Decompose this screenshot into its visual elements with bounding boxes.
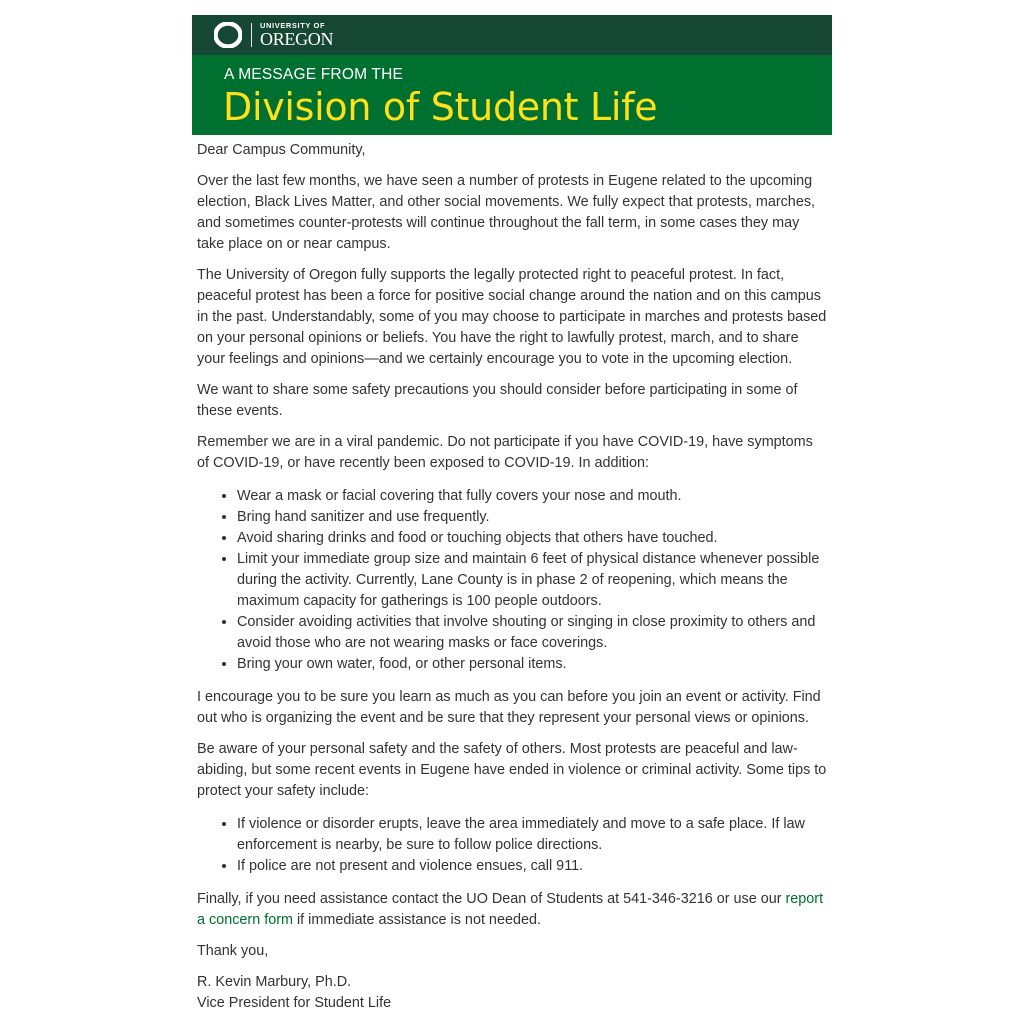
covid-precautions-list [197, 486, 827, 675]
paragraph-assistance [197, 889, 827, 931]
report-concern-link[interactable]: report a concern form [197, 891, 824, 928]
wordmark-big: OREGON [260, 29, 334, 50]
list-item: • Bring hand sanitizer and use frequently. [237, 507, 827, 528]
safety-tips-list [197, 814, 827, 877]
list-item: • Bring your own water, food, or other personal items. [237, 654, 827, 675]
signer-name: R. Kevin Marbury, Ph.D. [197, 974, 352, 990]
list-item: • If police are not present and violence ensues, call 911. [237, 856, 827, 877]
assistance-text-before: Finally, if you need assistance contact the UO Dean of Students at 541-346-3216 or use our [197, 891, 786, 907]
assistance-text-after: if immediate assistance is not needed. [292, 912, 541, 928]
list-item: • If violence or disorder erupts, leave the area immediately and move to a safe place. If law enforcement is nearby, be sure to follow police directions. [237, 814, 827, 856]
division-banner [192, 55, 832, 135]
paragraph-learn: I encourage you to be sure you learn as much as you can before you join an event or activity. Find out who is organizing the event and be sure that they represent your personal views or opinions. [197, 689, 821, 726]
wordmark-small: UNIVERSITY OF [260, 20, 326, 30]
paragraph-protests: Over the last few months, we have seen a number of protests in Eugene related to the upcoming election, Black Lives Matter, and other social movements. We fully expect that protests, marches, and sometimes counter-protests will continue throughout the fall term, in some cases they may take place on or near campus. [197, 173, 816, 252]
list-item: • Wear a mask or facial covering that fully covers your nose and mouth. [237, 486, 827, 507]
email-message [192, 15, 832, 1014]
closing: Thank you, [197, 943, 269, 959]
banner-subtitle: A MESSAGE FROM THE [224, 66, 404, 83]
paragraph-rights: The University of Oregon fully supports the legally protected right to peaceful protest. In fact, peaceful protest has been a force for positive social change around the nation and on this campus in the past. Understandably, some of you may choose to participate in marches and protests based on your personal opinions or beliefs. You have the right to lawfully protest, march, and to share your feelings and opinions—and we certainly encourage you to vote in the upcoming election. [197, 267, 827, 367]
banner-title: Division of Student Life [223, 85, 658, 129]
list-item: • Consider avoiding activities that involve shouting or singing in close proximity to others and avoid those who are not wearing masks or face coverings. [237, 612, 827, 654]
university-wordmark [260, 22, 333, 49]
paragraph-precautions: We want to share some safety precautions you should consider before participating in some of these events. [197, 382, 798, 419]
oregon-o-logo-icon [214, 22, 242, 48]
list-item: • Limit your immediate group size and maintain 6 feet of physical distance whenever possible during the activity. Currently, Lane County is in phase 2 of reopening, which means the maximum capacity for gatherings is 100 people outdoors. [237, 549, 827, 612]
logo-divider [251, 23, 252, 47]
paragraph-safety: Be aware of your personal safety and the safety of others. Most protests are peaceful and law-abiding, but some recent events in Eugene have ended in violence or criminal activity. Some tips to protect your safety include: [197, 741, 827, 799]
message-body [192, 140, 832, 1014]
signer-title: Vice President for Student Life [197, 995, 392, 1011]
university-header-bar [192, 15, 832, 55]
paragraph-pandemic: Remember we are in a viral pandemic. Do not participate if you have COVID-19, have symptoms of COVID-19, or have recently been exposed to COVID-19. In addition: [197, 434, 813, 471]
list-item: • Avoid sharing drinks and food or touching objects that others have touched. [237, 528, 827, 549]
greeting: Dear Campus Community, [197, 142, 366, 158]
